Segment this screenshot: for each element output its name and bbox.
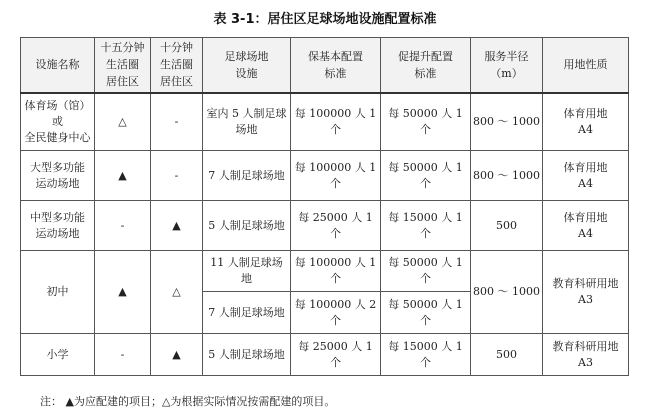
header-field-facility: 足球场地 设施 <box>203 38 291 93</box>
mark-15min: ▲ <box>95 151 151 201</box>
field-facility: 11 人制足球场地 <box>203 251 291 292</box>
header-row <box>21 38 629 93</box>
service-radius: 800 ～ 1000 <box>471 251 543 334</box>
facility-name: 体育场（馆） 或 全民健身中心 <box>21 93 95 151</box>
header-facility-name: 设施名称 <box>21 38 95 93</box>
header-basic-standard: 保基本配置 标准 <box>291 38 381 93</box>
basic-standard: 每 100000 人 2 个 <box>291 292 381 334</box>
facility-name: 大型多功能 运动场地 <box>21 151 95 201</box>
facility-name: 中型多功能 运动场地 <box>21 201 95 251</box>
mark-15min: △ <box>95 93 151 151</box>
mark-10min: - <box>151 93 203 151</box>
land-use: 体育用地 A4 <box>543 93 629 151</box>
facility-name: 小学 <box>21 334 95 376</box>
header-promote-standard: 促提升配置 标准 <box>381 38 471 93</box>
land-use: 教育科研用地 A3 <box>543 251 629 334</box>
header-10min: 十分钟 生活圈 居住区 <box>151 38 203 93</box>
service-radius: 800 ～ 1000 <box>471 93 543 151</box>
header-service-radius: 服务半径 （m） <box>471 38 543 93</box>
basic-standard: 每 100000 人 1 个 <box>291 251 381 292</box>
land-use: 教育科研用地 A3 <box>543 334 629 376</box>
mark-15min: - <box>95 334 151 376</box>
field-facility: 室内 5 人制足球 场地 <box>203 93 291 151</box>
table-title: 表 3-1：居住区足球场地设施配置标准 <box>213 12 437 27</box>
basic-standard: 每 100000 人 1 个 <box>291 151 381 201</box>
mark-10min: △ <box>151 251 203 334</box>
promote-standard: 每 50000 人 1 个 <box>381 151 471 201</box>
table-row <box>21 151 629 201</box>
table-row <box>21 251 629 292</box>
land-use: 体育用地 A4 <box>543 201 629 251</box>
mark-15min: - <box>95 201 151 251</box>
table-row <box>21 201 629 251</box>
mark-10min: ▲ <box>151 201 203 251</box>
table-row <box>21 334 629 376</box>
promote-standard: 每 50000 人 1 个 <box>381 93 471 151</box>
mark-15min: ▲ <box>95 251 151 334</box>
promote-standard: 每 50000 人 1 个 <box>381 251 471 292</box>
basic-standard: 每 100000 人 1 个 <box>291 93 381 151</box>
promote-standard: 每 15000 人 1 个 <box>381 334 471 376</box>
table-note: 注： ▲为应配建的项目；△为根据实际情况按需配建的项目。 <box>40 395 336 408</box>
facility-name: 初中 <box>21 251 95 334</box>
field-facility: 7 人制足球场地 <box>203 292 291 334</box>
promote-standard: 每 50000 人 1 个 <box>381 292 471 334</box>
service-radius: 800 ～ 1000 <box>471 151 543 201</box>
mark-10min: ▲ <box>151 334 203 376</box>
basic-standard: 每 25000 人 1 个 <box>291 201 381 251</box>
header-15min: 十五分钟 生活圈 居住区 <box>95 38 151 93</box>
promote-standard: 每 15000 人 1 个 <box>381 201 471 251</box>
header-land-use: 用地性质 <box>543 38 629 93</box>
land-use: 体育用地 A4 <box>543 151 629 201</box>
service-radius: 500 <box>471 334 543 376</box>
field-facility: 5 人制足球场地 <box>203 201 291 251</box>
table-row <box>21 93 629 151</box>
service-radius: 500 <box>471 201 543 251</box>
basic-standard: 每 25000 人 1 个 <box>291 334 381 376</box>
facility-config-table <box>20 37 629 376</box>
field-facility: 5 人制足球场地 <box>203 334 291 376</box>
mark-10min: - <box>151 151 203 201</box>
field-facility: 7 人制足球场地 <box>203 151 291 201</box>
